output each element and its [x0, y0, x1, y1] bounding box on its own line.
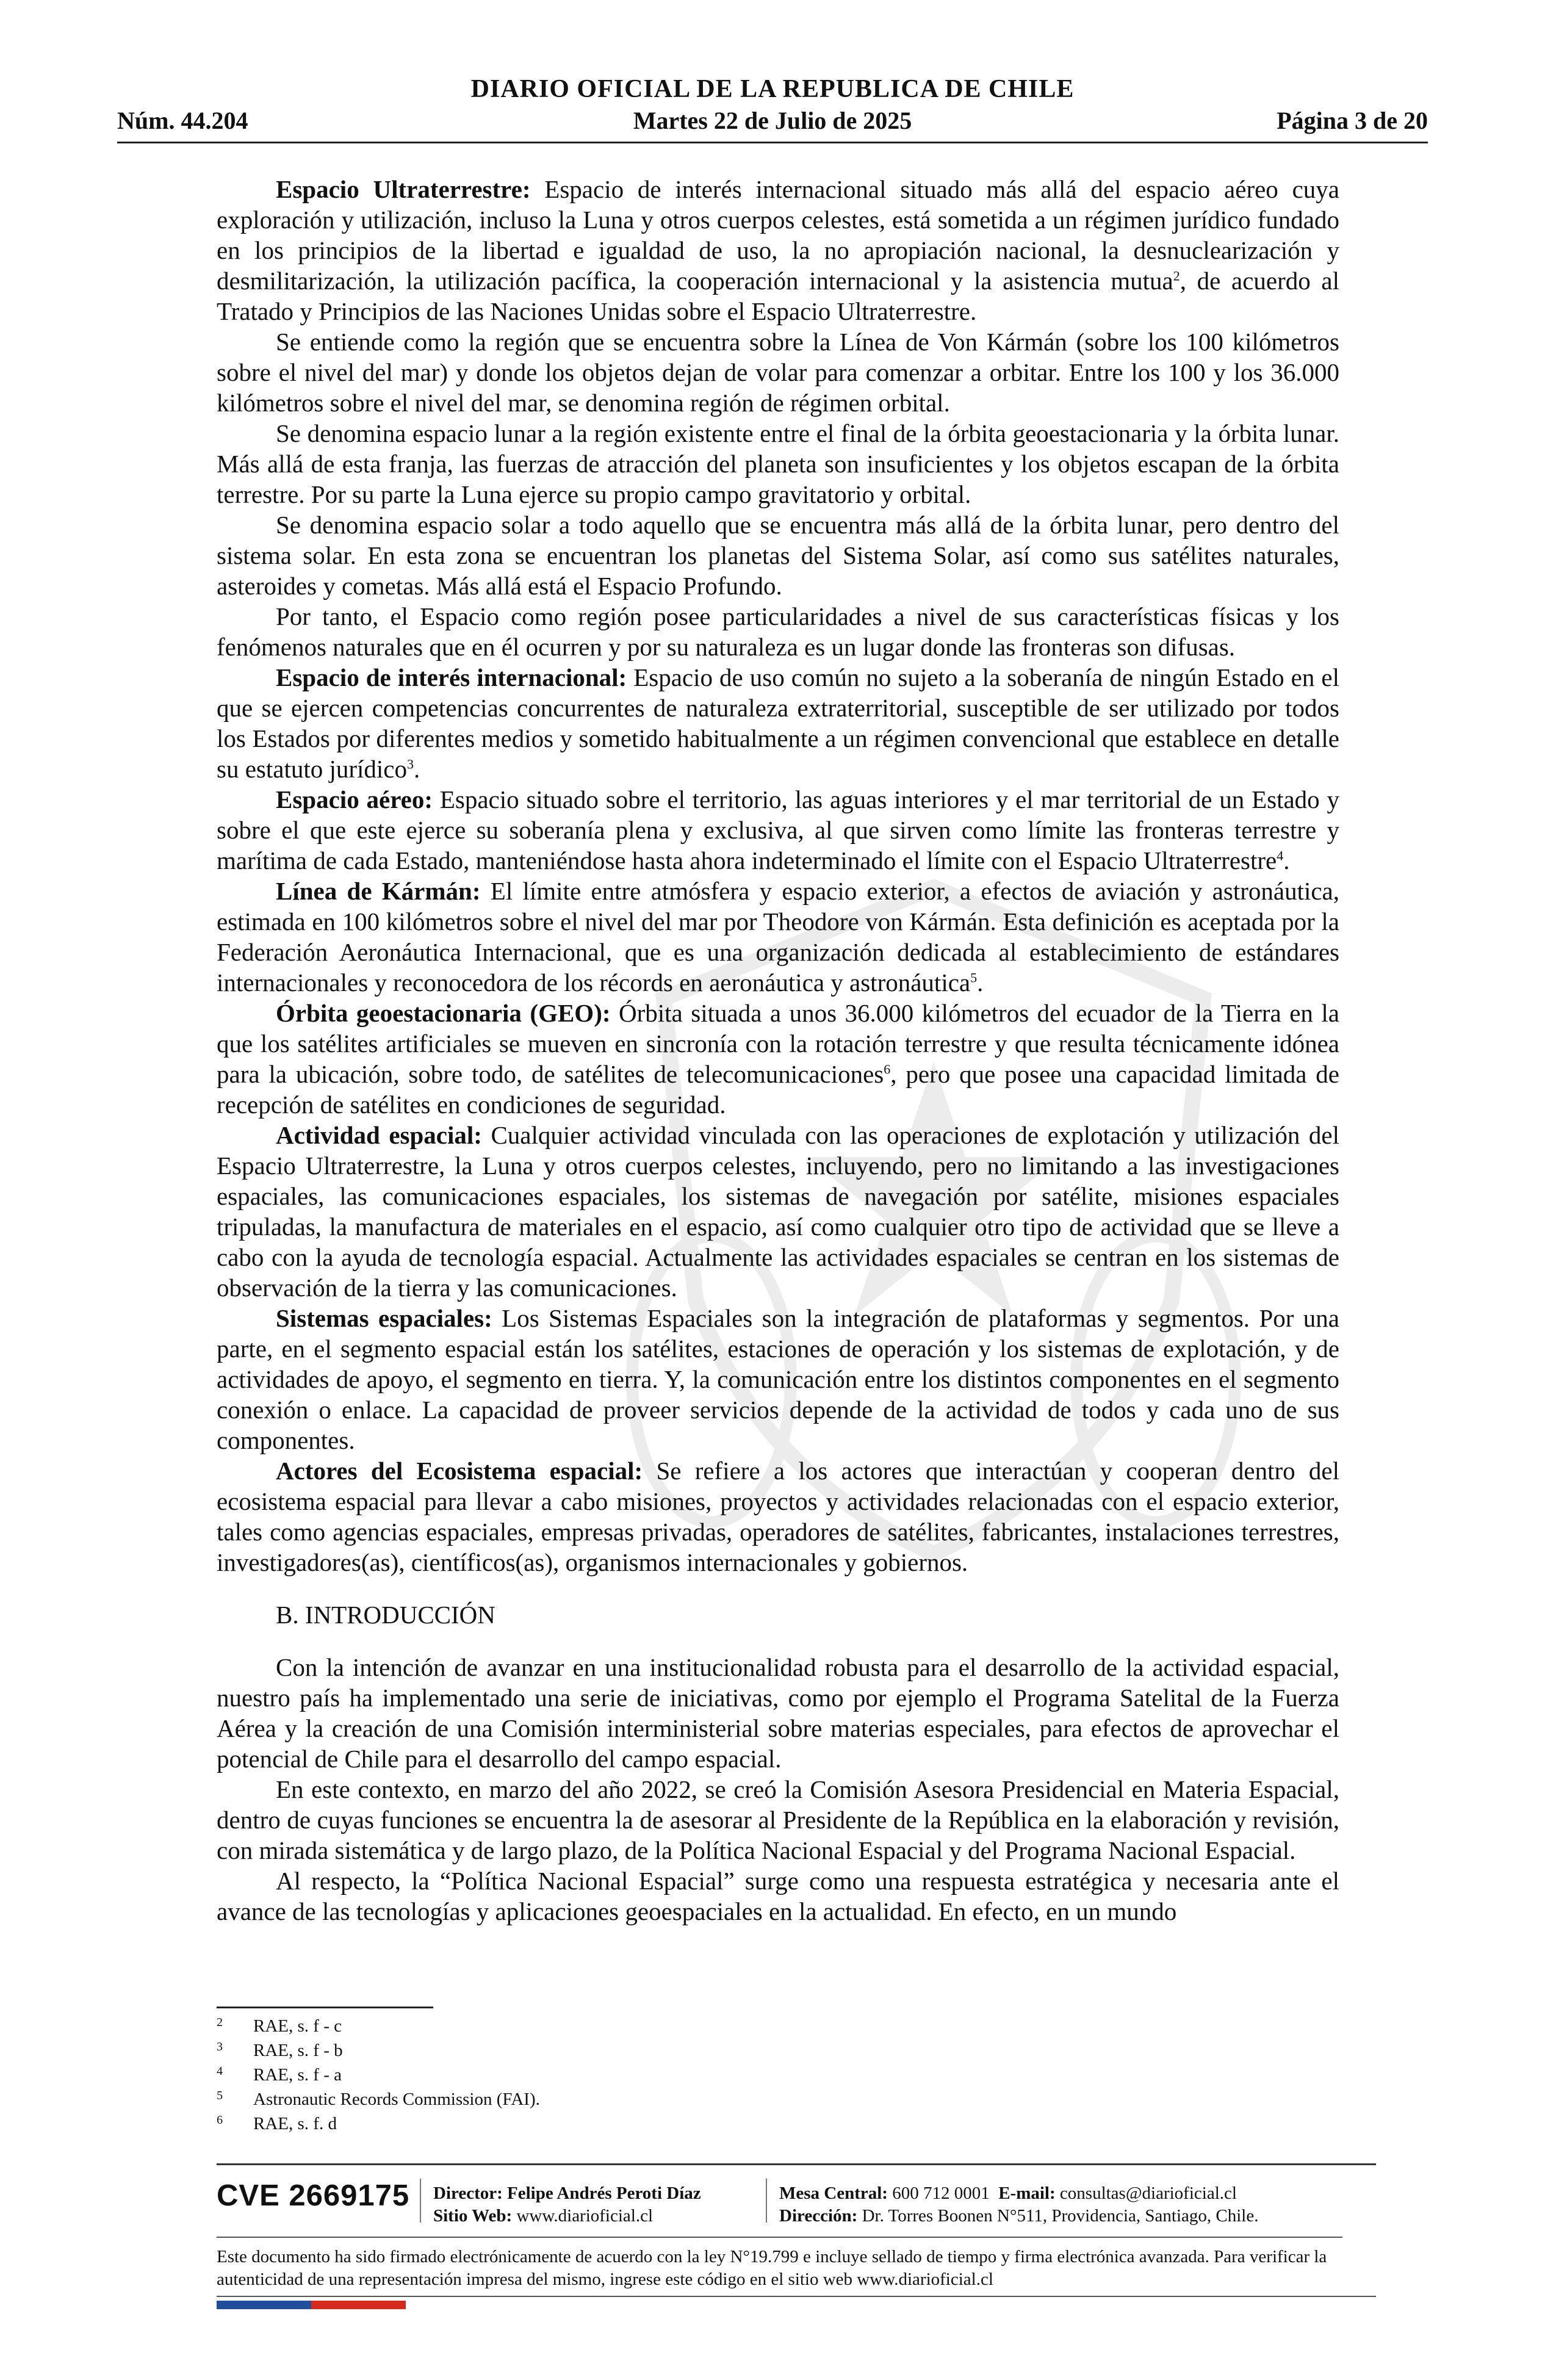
footer-separator — [420, 2179, 421, 2223]
paragraph: Por tanto, el Espacio como región posee particularidades a nivel de sus características físicas y los fenómenos naturales que en él ocurren y por su naturaleza es un lugar donde las fronteras son difusas. — [217, 602, 1339, 661]
paragraph: Se denomina espacio solar a todo aquello que se encuentra más allá de la órbita lunar, pero dentro del sistema solar. En esta zona se encuentran los planetas del Sistema Solar, así como sus satélites naturales, asteroides y cometas. Más allá está el Espacio Profundo. — [217, 511, 1339, 600]
footer-director-block: Director: Felipe Andrés Peroti Díaz Sitio Web: www.diarioficial.cl — [433, 2183, 701, 2226]
definition-paragraph: Actividad espacial: Cualquier actividad vinculada con las operaciones de explotación y utilización del Espacio Ultraterrestre, la Luna y otros cuerpos celestes, incluyendo, pero no limitando a las investigaciones espaciales, las comunicaciones espaciales, los sistemas de navegación por satélite, misiones espaciales tripuladas, la manufactura de materiales en el espacio, así como cualquier otro tipo de actividad que se lleve a cabo con la ayuda de tecnología espacial. Actualmente las actividades espaciales se centran en los sistemas de observación de la tierra y las comunicaciones. — [217, 1121, 1339, 1302]
footer-separator — [766, 2179, 767, 2223]
paragraph: Se denomina espacio lunar a la región existente entre el final de la órbita geoestacionaria y la órbita lunar. Más allá de esta franja, las fuerzas de atracción del planeta son insuficientes y los objetos escapan de la órbita terrestre. Por su parte la Luna ejerce su propio campo gravitatorio y orbital. — [217, 419, 1339, 508]
definition-term: Sistemas espaciales: — [276, 1304, 492, 1332]
address: Dr. Torres Boonen N°511, Providencia, Santiago, Chile. — [862, 2206, 1259, 2226]
footer-contact-block: Mesa Central: 600 712 0001 E-mail: consultas@diarioficial.cl Dirección: Dr. Torres Boonen N°511, Providencia, Santiago, Chile. — [779, 2183, 1259, 2226]
footnote-text: Astronautic Records Commission (FAI). — [253, 2090, 540, 2109]
newspaper-title: DIARIO OFICIAL DE LA REPUBLICA DE CHILE — [470, 75, 1075, 103]
definition-paragraph: Actores del Ecosistema espacial: Se refiere a los actores que interactúan y cooperan dentro del ecosistema espacial para llevar a cabo misiones, proyectos y actividades relacionadas con el espacio exterior, tales como agencias espaciales, empresas privadas, operadores de satélites, fabricantes, instalaciones terrestres, investigadores(as), científicos(as), organismos internacionales y gobiernos. — [217, 1457, 1339, 1576]
footnote — [217, 2038, 540, 2063]
footer-divider — [217, 2296, 1376, 2297]
footnote-ref: 6 — [884, 1061, 891, 1077]
section-heading: B. INTRODUCCIÓN — [276, 1601, 495, 1629]
footer-divider — [217, 2163, 1376, 2165]
definition-term: Línea de Kármán: — [276, 877, 481, 905]
issue-date: Martes 22 de Julio de 2025 — [633, 107, 912, 134]
footnote — [217, 2063, 540, 2087]
spacer — [217, 1630, 1339, 1652]
flag-red-band — [311, 2301, 406, 2309]
footnote-number: 2 — [217, 2016, 223, 2029]
footnote-text: RAE, s. f. d — [253, 2114, 337, 2133]
footnote-divider — [217, 2007, 433, 2008]
definition-term: Espacio aéreo: — [276, 785, 433, 813]
definition-paragraph: Espacio aéreo: Espacio situado sobre el territorio, las aguas interiores y el mar territorial de un Estado y sobre el que este ejerce su soberanía plena y exclusiva, al que sirven como límite las fronteras terrestre y marítima de cada Estado, manteniéndose hasta ahora indeterminado el límite con el Espacio Ultraterrestre$^4$. — [217, 785, 1339, 874]
footnote — [217, 2087, 540, 2111]
definition-paragraph: Sistemas espaciales: Los Sistemas Espaciales son la integración de plataformas y segmentos. Por una parte, en el segmento espacial están los satélites, estaciones de operación y los sistemas de explotación, y de actividades de apoyo, el segmento en tierra. Y, la comunicación entre los distintos componentes en el segmento conexión o enlace. La capacidad de proveer servicios depende de la actividad de todos y cada uno de sus componentes. — [217, 1304, 1339, 1454]
document-body — [217, 174, 1339, 1927]
definition-paragraph: Espacio de interés internacional: Espacio de uso común no sujeto a la soberanía de ningún Estado en el que se ejercen competencias concurrentes de naturaleza extraterritorial, susceptible de ser utilizado por todos los Estados por diferentes medios y sometido habitualmente a un régimen convencional que establece en detalle su estatuto jurídico$^3$. — [217, 663, 1339, 783]
definition-paragraph: Espacio Ultraterrestre: Espacio de interés internacional situado más allá del espacio aéreo cuya exploración y utilización, incluso la Luna y otros cuerpos celestes, está sometida a un régimen jurídico fundado en los principios de la libertad e igualdad de uso, la no apropiación nacional, la desnuclearización y desmilitarización, la utilización pacífica, la cooperación internacional y la asistencia mutua$^2$, de acuerdo al Tratado y Principios de las Naciones Unidas sobre el Espacio Ultraterrestre. — [217, 175, 1340, 325]
definition-term: Espacio Ultraterrestre: — [276, 175, 531, 203]
footnote-text: RAE, s. f - a — [253, 2065, 342, 2085]
footnote-ref: 3 — [407, 756, 414, 772]
phone-number: 600 712 0001 — [892, 2183, 990, 2203]
flag-blue-band — [217, 2301, 311, 2309]
footnote-ref: 4 — [1277, 848, 1284, 864]
cve-code: CVE 2669175 — [217, 2179, 410, 2212]
footer-divider — [217, 2237, 1342, 2238]
email-link[interactable]: consultas@diarioficial.cl — [1059, 2183, 1237, 2203]
definition-term: Órbita geoestacionaria (GEO): — [276, 999, 611, 1027]
flag-stripe — [217, 2301, 406, 2309]
director-name: Felipe Andrés Peroti Díaz — [507, 2183, 701, 2203]
paragraph: Al respecto, la “Política Nacional Espacial” surge como una respuesta estratégica y necesaria ante el avance de las tecnologías y aplicaciones geoespaciales en la actualidad. En efecto, en un mundo — [217, 1867, 1339, 1925]
definition-term: Espacio de interés internacional: — [276, 663, 627, 691]
header-divider — [117, 142, 1428, 143]
paragraph: En este contexto, en marzo del año 2022, se creó la Comisión Asesora Presidencial en Materia Espacial, dentro de cuyas funciones se encuentra la de asesorar al Presidente de la República en la elaboración y revisión, con mirada sistemática y de largo plazo, de la Política Nacional Espacial y del Programa Nacional Espacial. — [217, 1775, 1339, 1864]
footnote-number: 3 — [217, 2040, 223, 2054]
paragraph: Se entiende como la región que se encuentra sobre la Línea de Von Kármán (sobre los 100 kilómetros sobre el nivel del mar) y donde los objetos dejan de volar para comenzar a orbitar. Entre los 100 y los 36.000 kilómetros sobre el nivel del mar, se denomina región de régimen orbital. — [217, 328, 1339, 417]
issue-number: Núm. 44.204 — [117, 107, 248, 134]
signature-notice: Este documento ha sido firmado electrónicamente de acuerdo con la ley N°19.799 e incluye sellado de tiempo y firma electrónica avanzada. Para verificar la autenticidad de una representación impresa del mismo, ingrese este código en el sitio web www.diarioficial.cl — [217, 2247, 1327, 2289]
footnotes — [217, 2014, 540, 2136]
footnote-ref: 5 — [970, 970, 978, 986]
footnote-number: 5 — [217, 2089, 223, 2102]
footnote-ref: 2 — [1173, 268, 1180, 284]
page-header — [117, 74, 1428, 148]
footnote-number: 4 — [217, 2064, 223, 2078]
footnote — [217, 2111, 540, 2136]
page-indicator: Página 3 de 20 — [1277, 107, 1428, 134]
footnote-number: 6 — [217, 2113, 223, 2127]
definition-term: Actores del Ecosistema espacial: — [276, 1457, 643, 1485]
definition-term: Actividad espacial: — [276, 1121, 482, 1149]
paragraph: Con la intención de avanzar en una institucionalidad robusta para el desarrollo de la actividad espacial, nuestro país ha implementado una serie de iniciativas, como por ejemplo el Programa Satelital de la Fuerza Aérea y la creación de una Comisión interministerial sobre materias especiales, para efectos de aprovechar el potencial de Chile para el desarrollo del campo espacial. — [217, 1653, 1339, 1773]
definition-paragraph: Órbita geoestacionaria (GEO): Órbita situada a unos 36.000 kilómetros del ecuador de la Tierra en la que los satélites artificiales se mueven en sincronía con la rotación terrestre y que resulta técnicamente idónea para la ubicación, sobre todo, de satélites de telecomunicaciones$^6$, pero que posee una capacidad limitada de recepción de satélites en condiciones de seguridad. — [217, 999, 1340, 1119]
footnote-text: RAE, s. f - b — [253, 2041, 343, 2060]
definition-paragraph: Línea de Kármán: El límite entre atmósfera y espacio exterior, a efectos de aviación y astronáutica, estimada en 100 kilómetros sobre el nivel del mar por Theodore von Kármán. Esta definición es aceptada por la Federación Aeronáutica Internacional, que es una organización dedicada al establecimiento de estándares internacionales y reconocedora de los récords en aeronáutica y astronáutica$^5$. — [217, 877, 1340, 997]
website-link[interactable]: www.diarioficial.cl — [516, 2206, 654, 2226]
footnote — [217, 2014, 540, 2038]
footnote-text: RAE, s. f - c — [253, 2016, 342, 2036]
